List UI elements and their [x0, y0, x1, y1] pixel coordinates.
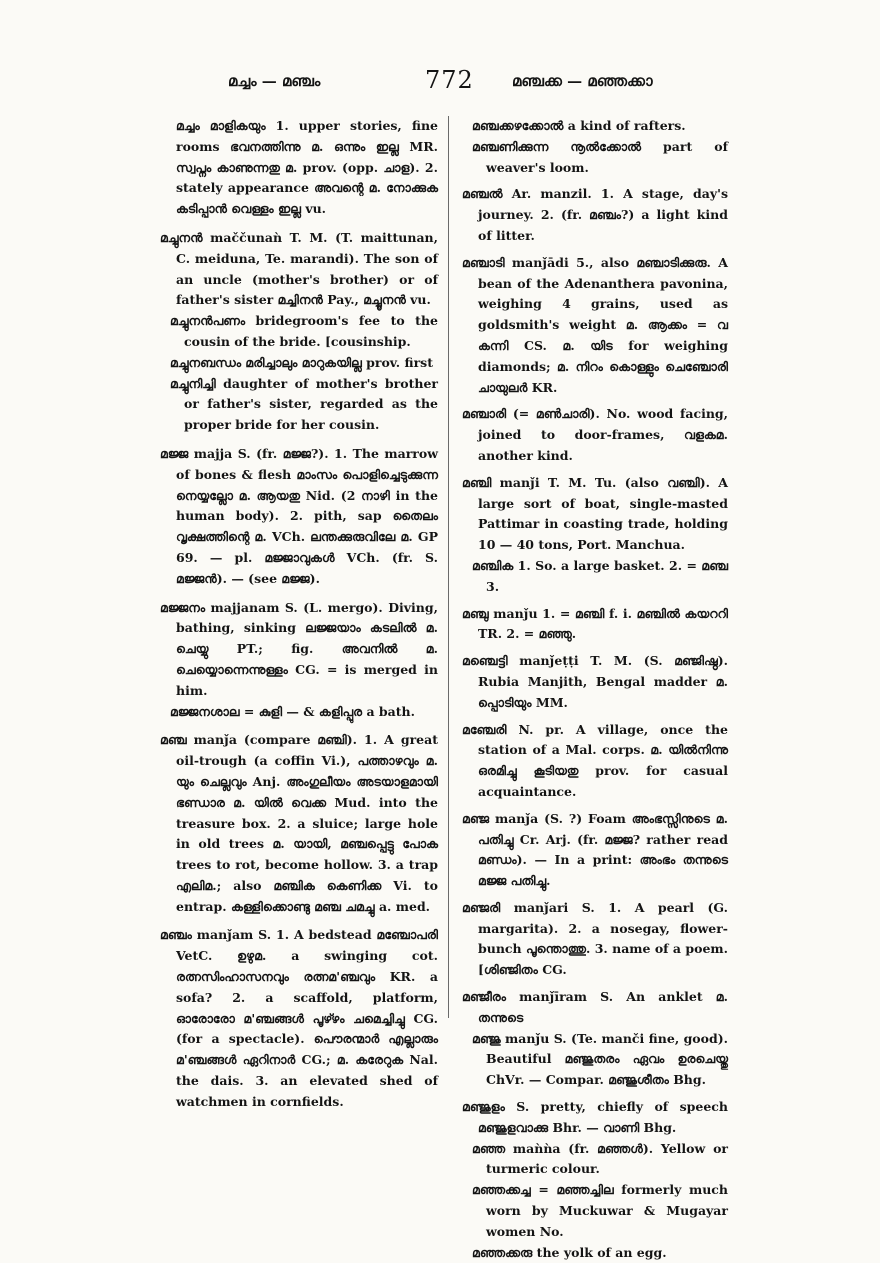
entry: മച്ചം മാളികയും 1. upper stories, fine rooms ഭവനത്തിന്നു മ. ഒന്നും ഇല്ല MR. സ്വപ്നം കാണുന്നതു മ. prov. (opp. ചാള). 2. stately appearance അവന്റെ മ. നോക്കുക കടിപ്പാൻ വെള്ളം ഇല്ല vu.: [176, 118, 438, 217]
sub-entry: മച്ചുനബന്ധം മരിച്ചാലും മാറുകയില്ല prov. first: [170, 354, 433, 370]
entry: മഞ്ചം manǰam S. 1. A bedstead മഞ്ചോപരി VetC. ഉഴുമ. a swinging cot. രത്നസിംഹാസനവും രത്നമ'ഞ്ചവും KR. a sofa? 2. a scaffold, platform, ഓരോരോ മ'ഞ്ചങ്ങൾ പൂഴ്ഴം ചമെച്ചിച്ചു CG. (for a spectacle). പൌരന്മാർ എല്ലാരും മ'ഞ്ചങ്ങൾ ഏറിനാർ CG.; മ. കരേറുക Nal. the dais. 3. an elevated shed of watchmen in cornfields.: [160, 927, 438, 1109]
entry: മഞ്ചേരി N. pr. A village, once the station of a Mal. corps. മ. യിൽനിന്നു ഒരമിച്ചു കൂടിയതു prov. for casual acquaintance.: [462, 721, 728, 799]
sub-entry: മഞ്ഞക്കരു the yolk of an egg.: [472, 1244, 667, 1260]
page-number: 772: [425, 66, 474, 94]
column-divider: [448, 116, 449, 1018]
sub-entry: മച്ചുനൻപണം bridegroom's fee to the cousin of the bride. [cousinship.: [170, 313, 438, 349]
entry: മഞ്ചെട്ടി manǰeṭṭi T. M. (S. മഞ്ജിഷ്ഠ). Rubia Manjith, Bengal madder മ. പ്പൊടിയും MM.: [462, 653, 728, 710]
entry: മഞ്ചു manǰu 1. = മഞ്ചി f. i. മഞ്ചിൽ കയററി TR. 2. = മഞ്ഞു.: [462, 605, 728, 642]
left-column: [160, 116, 438, 1113]
sub-entry: മഞ്ചിക 1. So. a large basket. 2. = മഞ്ച 3.: [472, 557, 728, 594]
entry: മഞ്ജുളം S. pretty, chiefly of speech മഞ്ജുളവാക്കു Bhr. — വാണി Bhg.: [462, 1099, 728, 1135]
sub-entry: മഞ്ഞ maǹǹa (fr. മഞ്ഞൾ). Yellow or turmeric colour.: [472, 1140, 728, 1177]
entry: മഞ്ചി manǰi T. M. Tu. (also വഞ്ചി). A large sort of boat, single-masted Pattimar in coasting trade, holding 10 — 40 tons, Port. Manchua.: [462, 474, 728, 553]
right-column: [462, 116, 728, 1263]
entry: മഞ്ചാരി (= മൺചാരി). No. wood facing, joined to door-frames, വളകമ. another kind.: [462, 406, 728, 463]
sub-entry: മജ്ജനശാല = കുളി — & കളിപ്പുര a bath.: [170, 703, 415, 719]
entry: മഞ്ജ manǰa (S. ?) Foam അംഭസ്സിനുടെ മ. പതിച്ചു Cr. Arj. (fr. മജ്ജ? rather read മണ്ഡം). — In a print: അംഭം തന്നുടെ മജ്ജ പതിച്ചു.: [462, 810, 728, 889]
sub-entry: മച്ചുനിച്ചി daughter of mother's brother or father's sister, regarded as the proper bride for her cousin.: [170, 375, 438, 433]
entry: മഞ്ജരി manǰari S. 1. A pearl (G. margarita). 2. a nosegay, flower-bunch പൂന്തൊത്തു. 3. name of a poem. [ശിഞ്ജിതം CG.: [462, 899, 728, 978]
entry: മജ്ജനം majjanam S. (L. mergo). Diving, bathing, sinking ലജ്ജയാം കടലിൽ മ. ചെയ്യു PT.; fig. അവനിൽ മ. ചെയ്യൊന്നെന്നുള്ളം CG. = is merged in him.: [160, 599, 438, 698]
page-header: [160, 64, 730, 100]
entry: മഞ്ച manǰa (compare മഞ്ചി). 1. A great oil-trough (a coffin Vi.), പത്താഴവും മ. യും ചെല്ലവും Anj. അംഗുലീയം അടയാളമായി ഭണ്ഡാര മ. യിൽ വെക്ക Mud. into the treasure box. 2. a sluice; large hole in old trees മ. യായി, മഞ്ചപ്പെട്ടു പോക trees to rot, become hollow. 3. a trap എലിമ.; also മഞ്ചിക കെണിക്ക Vi. to entrap. കള്ളിക്കൊണ്ടു മഞ്ച ചമച്ചു a. med.: [160, 732, 438, 914]
entry: മച്ചുനൻ maččunaǹ T. M. (T. maittunan, C. meiduna, Te. marandi). The son of an uncle (mother's brother) or of father's sister മച്ചിനൻ Pay., മച്ചൂനൻ vu.: [160, 229, 438, 308]
header-left-guideword: മച്ചം — മഞ്ചം: [228, 72, 321, 90]
sub-entry: മഞ്ചക്കഴക്കോൽ a kind of rafters.: [472, 118, 686, 133]
sub-entry: മഞ്ഞക്കച്ച = മഞ്ഞച്ചില formerly much worn by Muckuwar & Mugayar women No.: [472, 1182, 728, 1239]
entry: മഞ്ജീരം manǰīram S. An anklet മ. തന്നുടെ: [462, 989, 728, 1025]
entry: മജ്ജ majja S. (fr. മജ്ജ?). 1. The marrow of bones & flesh മാംസം പൊളിച്ചെടുക്കുന്ന നെയ്യല്ലോ മ. ആയതു Nid. (2 നാഴി in the human body). 2. pith, sap തൈലം വൃക്ഷത്തിന്റെ മ. VCh. ലന്തക്കുരുവിലേ മ. GP 69. — pl. മജ്ജാവുകൾ VCh. (fr. S. മജ്ജൻ). — (see മജ്ജ).: [160, 445, 438, 586]
entry: മഞ്ചൽ Ar. manzil. 1. A stage, day's journey. 2. (fr. മഞ്ചം?) a light kind of litter.: [462, 186, 728, 243]
entry: മഞ്ചാടി manǰādi 5., also മഞ്ചാടിക്കുരു. A bean of the Adenanthera pavonina, weighing 4 grains, used as goldsmith's weight മ. ആക്കം = വ കന്നി CS. മ. യിട for weighing diamonds; മ. നിറം കൊള്ളും ചെഞ്ചോരി ചായുലർ KR.: [462, 254, 728, 395]
sub-entry: മഞ്ചണിക്കുന്ന നൂൽക്കോൽ part of weaver's loom.: [472, 138, 728, 175]
header-right-guideword: മഞ്ചക്ക — മഞ്ഞക്കാ: [512, 72, 653, 90]
sub-entry: മഞ്ജു manǰu S. (Te. manči fine, good). Beautiful മഞ്ജുതരം ഏവം ഉരചെയ്തു ChVr. — Compar. മഞ്ജുശീതം Bhg.: [472, 1030, 728, 1088]
